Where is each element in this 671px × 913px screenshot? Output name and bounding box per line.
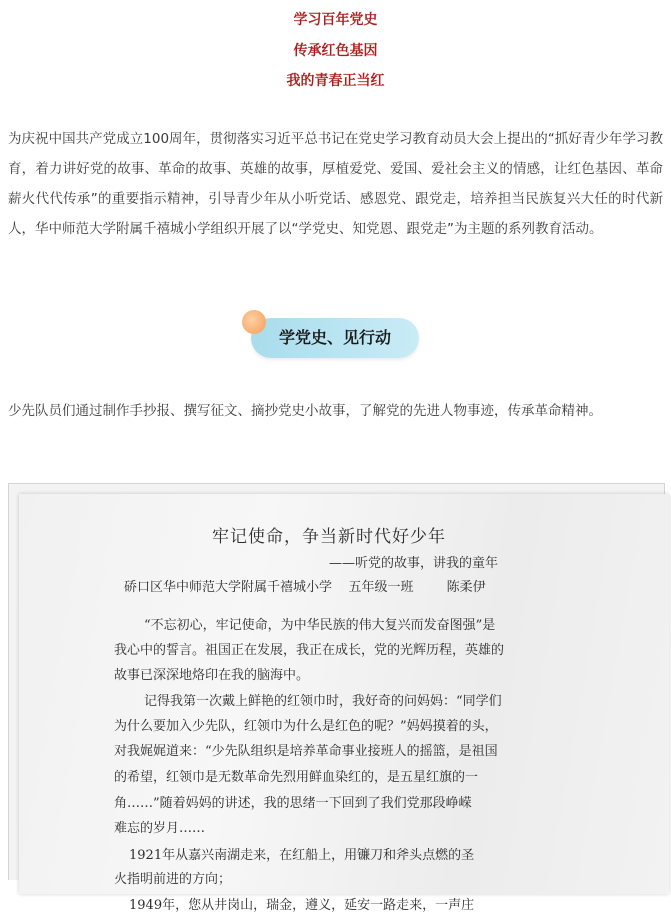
headline-2: 传承红色基因 <box>293 43 378 59</box>
essay-line: 1921年从嘉兴南湖走来，在红船上，用镰刀和斧头点燃的圣 <box>129 848 475 863</box>
essay-line: “不忘初心，牢记使命，为中华民族的伟大复兴而发奋图强”是 <box>144 618 496 633</box>
essay-line: 对我娓娓道来：“少先队组织是培养革命事业接班人的摇篮，是祖国 <box>114 744 498 759</box>
section-paragraph: 少先队员们通过制作手抄报、撰写征文、摘抄党史小故事，了解党的先进人物事迹，传承革命精神。 <box>8 403 602 419</box>
essay-line: 火指明前进的方向； <box>114 872 232 887</box>
headline-3: 我的青春正当红 <box>286 73 385 89</box>
essay-line: 角……”随着妈妈的讲述，我的思绪一下回到了我们党那段峥嵘 <box>114 796 472 811</box>
essay-paper <box>19 494 669 913</box>
headline-1: 学习百年党史 <box>293 12 378 28</box>
section-badge <box>251 318 419 358</box>
essay-photo <box>8 483 665 913</box>
essay-subtitle: ——听党的故事，讲我的童年 <box>329 556 499 571</box>
essay-title: 牢记使命，争当新时代好少年 <box>212 527 446 547</box>
section-badge-label: 学党史、见行动 <box>278 328 391 347</box>
essay-line: 的希望，红领巾是无数革命先烈用鲜血染红的，是五星红旗的一 <box>114 770 479 785</box>
essay-line: 1949年，您从井岗山，瑞金，遵义，延安一路走来，一声庄 <box>129 898 475 913</box>
essay-line: 记得我第一次戴上鲜艳的红领巾时，我好奇的问妈妈：“同学们 <box>144 694 502 709</box>
essay-line: 为什么要加入少先队，红领巾为什么是红色的呢？”妈妈摸着的头， <box>114 719 498 734</box>
essay-line: 故事已深深地烙印在我的脑海中。 <box>114 668 310 683</box>
intro-paragraph: 为庆祝中国共产党成立100周年，贯彻落实习近平总书记在党史学习教育动员大会上提出的“抓好青少年学习教育，着力讲好党的故事、革命的故事、英雄的故事，厚植爱党、爱国、爱社会主义的情感，让红色基因、革命薪火代代传承”的重要指示精神，引导青少年从小听党话、感恩党、跟党走，培养担当民族复兴大任的时代新人，华中师范大学附属千禧城小学组织开展了以“学党史、知党恩、跟党走”为主题的系列教育活动。 <box>8 131 663 237</box>
essay-line: 难忘的岁月…… <box>114 821 206 836</box>
essay-line: 我心中的誓言。祖国正在发展，我正在成长，党的光辉历程，英雄的 <box>114 643 505 658</box>
essay-author: 硚口区华中师范大学附属千禧城小学 五年级一班 陈柔伊 <box>124 580 486 595</box>
badge-dot-icon <box>242 310 266 334</box>
